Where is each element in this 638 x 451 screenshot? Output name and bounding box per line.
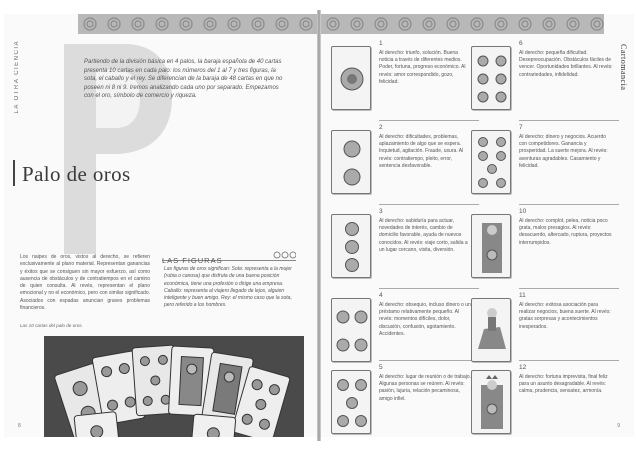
divider [379, 120, 479, 121]
section-side-label: LA OTRA CIENCIA [14, 40, 20, 114]
right-page [321, 14, 634, 437]
card-number: 2 [379, 124, 383, 131]
figuras-heading-label: LAS FIGURAS [162, 256, 223, 265]
card-number: 5 [379, 364, 383, 371]
page-title: Palo de oros [22, 162, 131, 186]
card-meaning: Al derecho: sabiduría para actuar, novedades de interés, cambio de domicilio favorable, ayuda de nuevos conocidos. Al revés: viaje corto, salida a un lugar cercano, visita, diversión. [379, 218, 468, 253]
photo-caption: Las 10 cartas del palo de oros. [20, 323, 83, 328]
oros-card-5-icon [331, 370, 371, 434]
card-meaning: Al derecho: dinero y negocios. Acuerdo con competidores. Ganancia y prosperidad. La suerte mejora. Al revés: aventuras agradables. Casamiento y felicidad. [519, 134, 608, 169]
card-meaning: Al derecho: pequeña dificultad. Desepreocupación. Obstáculos fáciles de vencer. Oportunidades brillantes. Al revés: contrariedades, infidelidad. [519, 50, 613, 78]
card-meaning: Al derecho: complot, pelea, noticia poco grata, malos presagios. Al revés: desacuerdo, altercado, ruptura, proyectos interrumpidos. [519, 218, 612, 246]
card-number: 10 [519, 208, 527, 215]
oros-card-3-icon [331, 214, 371, 278]
card-meaning: Al derecho: exitosa asociación para realizar negocios, buena suerte. Al revés: gratas sorpresas y acontecimientos inesperados. [519, 302, 611, 330]
oros-card-7-icon [471, 130, 511, 194]
divider [519, 360, 619, 361]
title-bar [13, 160, 15, 186]
left-page [4, 14, 317, 437]
card-number: 11 [519, 292, 526, 299]
card-number: 1 [379, 40, 383, 47]
figuras-heading [162, 250, 296, 265]
divider [379, 288, 479, 289]
card-number: 4 [379, 292, 383, 299]
swirl-ornament-icon [272, 251, 296, 259]
cards-photo [44, 336, 304, 437]
intro-paragraph: Partiendo de la división básica en 4 palos, la baraja española de 40 cartas presenta 10 cartas en cada palo: los números del 1 al 7 y tres figuras, la sota, el caballo y el rey. Se diferencian de la baraja de 48 cartas en que no poseen ni 8 ni 9. Iremos analizando cada uno por separado. Empezamos con el oro, símbolo de comercio y riqueza. [84, 59, 283, 100]
page-number: 9 [617, 423, 620, 429]
card-number: 3 [379, 208, 383, 215]
section-side-label: Cartomancia [619, 44, 628, 91]
card-number: 12 [519, 364, 527, 371]
oros-card-2-icon [331, 130, 371, 194]
card-number: 7 [519, 124, 523, 131]
caballo-card-icon [471, 298, 511, 362]
divider [379, 360, 479, 361]
body-paragraph: Los naipes de oros, vistos al derecho, se refieren exclusivamente al plano material. Representan ganancias y éxitos que se consiguen sin mayor esfuerzo, así como ausencia de obstáculos y de contratiempos en el camino de quien consulta. Al revés, representan el plano emocional y no el económico, pero con similar significado. Asociados con espadas anuncian graves problemas financieros. [20, 254, 150, 312]
page-number: 8 [18, 423, 21, 429]
card-meaning: Al derecho: lugar de reunión o de trabajo. Algunas personas se reúnen. Al revés: pasión, lujuria, relación pecaminosa, amigo infiel. [379, 374, 472, 402]
oros-card-4-icon [331, 298, 371, 362]
sota-card-icon [471, 214, 511, 278]
card-meaning: Al derecho: dificultades, problemas, aplazamiento de algo que se espera. Inquietud, agitación. Fraude, usura. Al revés: contratiempo, pleito, error, sentencia desfavorable. [379, 134, 464, 169]
card-meaning: Al derecho: fortuna imprevista, final feliz para un asunto desagradable. Al revés: calma, prudencia, sensatez, armonía. [519, 374, 608, 395]
figuras-paragraph: Las figuras de oros significan: Sota: representa a la mujer (rubia o canosa) que disfruta de una buena posición económica, tiene una profesión o dirige una empresa. Caballo: representa al viajero llegado de lejos, alguien inteligente y buen amigo. Rey: el mismo caso que la sota, pero referido a los hombres. [164, 266, 292, 309]
card-meaning: Al derecho: triunfo, solución. Buena noticia a través de diferentes medios. Poder, fortuna, progreso económico. Al revés: amor correspondido, gozo, felicidad. [379, 50, 466, 85]
divider [519, 288, 619, 289]
divider [379, 204, 479, 205]
divider [519, 204, 619, 205]
oros-card-1-icon [331, 46, 371, 110]
oros-card-6-icon [471, 46, 511, 110]
card-number: 6 [519, 40, 523, 47]
divider [519, 120, 619, 121]
rey-card-icon [471, 370, 511, 434]
card-meaning: Al derecho: obsequio, incluso dinero o un préstamo relativamente pequeño. Al revés: momentos difíciles, dolor, discusión, confusión, agotamiento. Accidentes. [379, 302, 471, 337]
swirl-band [321, 14, 604, 34]
